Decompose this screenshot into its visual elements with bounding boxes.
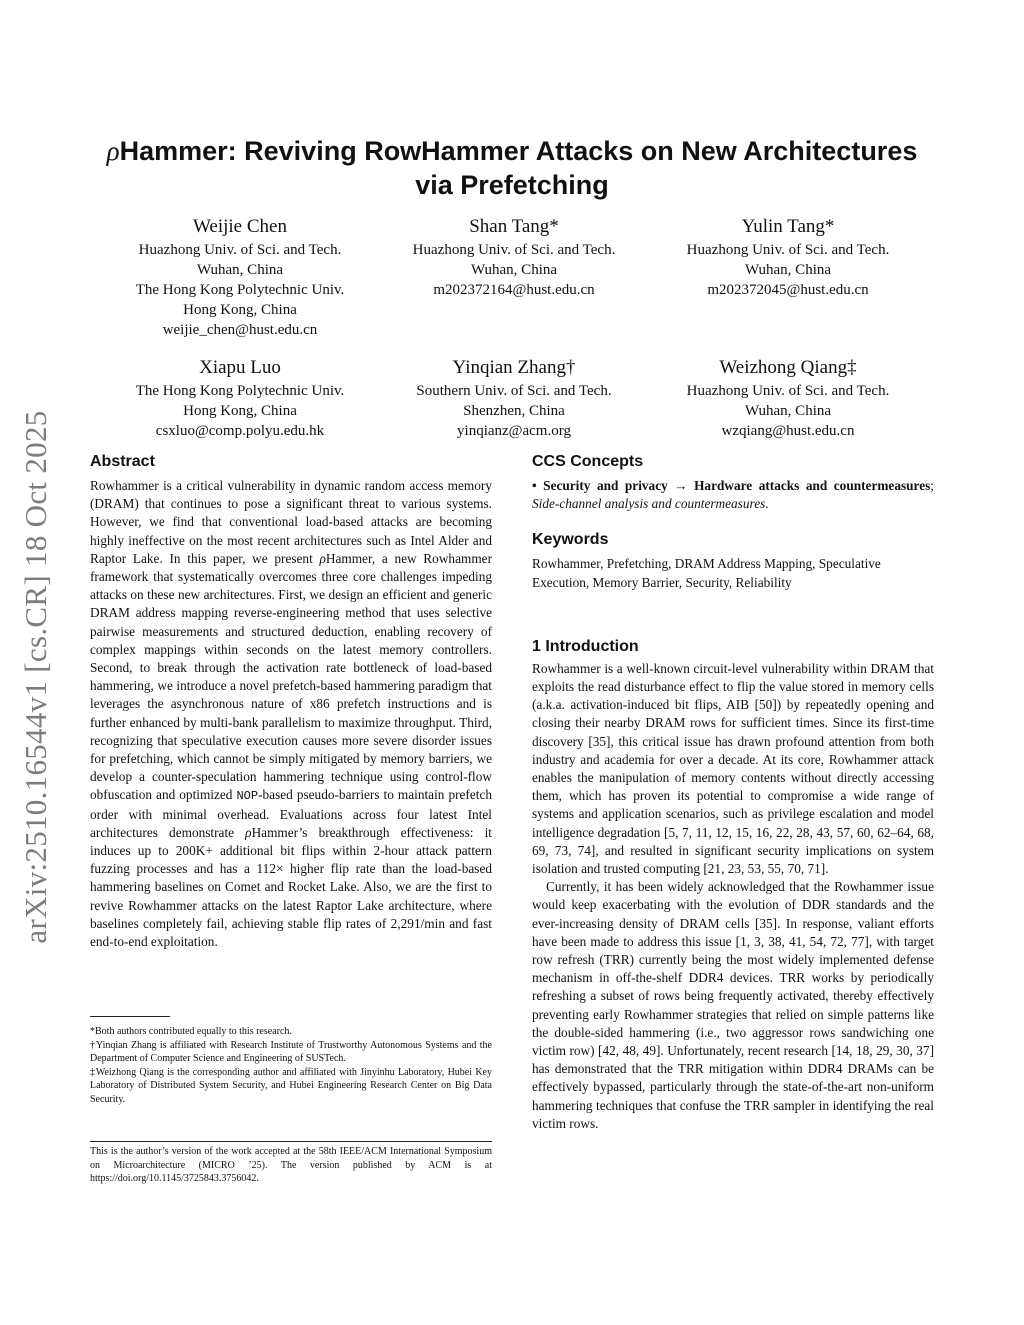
title-line-1 <box>80 134 944 168</box>
rho-symbol: ρ <box>245 824 252 840</box>
author-name: Xiapu Luo <box>199 357 281 378</box>
author-block <box>648 356 928 441</box>
right-column <box>532 451 934 1133</box>
author-location: Hong Kong, China <box>183 403 297 419</box>
author-affiliation: Huazhong Univ. of Sci. and Tech. <box>686 383 890 399</box>
rho-symbol: ρ <box>319 550 326 566</box>
author-email: m202372164@hust.edu.cn <box>433 282 595 298</box>
author-block <box>100 356 380 441</box>
author-affiliation: The Hong Kong Polytechnic Univ. <box>135 282 345 298</box>
footnote-2: †Yinqian Zhang is affiliated with Research Institute of Trustworthy Autonomous Systems and the Department of Computer Science and Engineering of SUSTech. <box>90 1039 492 1065</box>
author-affiliation: Huazhong Univ. of Sci. and Tech. <box>138 242 342 258</box>
author-name: Shan Tang* <box>469 216 559 237</box>
author-location: Wuhan, China <box>470 262 558 278</box>
author-name: Yulin Tang* <box>741 216 835 237</box>
title-rho: ρ <box>106 136 120 166</box>
ccs-text <box>532 477 934 513</box>
ccs-primary: • Security and privacy → Hardware attacks and countermeasures <box>532 478 931 493</box>
abstract-text <box>90 477 492 951</box>
author-block <box>100 215 380 340</box>
intro-paragraph-1: Rowhammer is a well-known circuit-level vulnerability within DRAM that exploits the read disturbance effect to flip the value stored in memory cells (a.k.a. activation-induced bit flips, AIB [50]) by repeatedly opening and closing their nearby DRAM rows for sufficient times. Since its first-time discovery [35], this critical issue has drawn profound attention from both industry and academia for over a decade. At its core, Rowhammer attack enables the manipulation of memory contents without directly accessing them, which has proven its potential to compromise a wide range of systems and application scenarios, such as privilege escalation and model intelligence degradation [5, 7, 11, 12, 15, 16, 22, 28, 43, 57, 60, 62–64, 68, 69, 73, 74], and resulted in significant security implications on system isolation and trusted computing [21, 23, 53, 55, 70, 71]. <box>532 660 934 877</box>
title-line-2: via Prefetching <box>415 170 609 200</box>
author-name: Weijie Chen <box>193 216 287 237</box>
author-location: Shenzhen, China <box>463 403 565 419</box>
author-email: csxluo@comp.polyu.edu.hk <box>155 423 325 439</box>
title-line-1-text: Hammer: Reviving RowHammer Attacks on New Architectures <box>119 136 918 166</box>
author-name: Yinqian Zhang† <box>452 357 576 378</box>
paper-title <box>80 134 944 202</box>
author-email: m202372045@hust.edu.cn <box>707 282 869 298</box>
footnote-3: ‡Weizhong Qiang is the corresponding author and affiliated with Jinyinhu Laboratory, Hubei Key Laboratory of Distributed System Security, and Hubei Engineering Research Center on Big Data Security. <box>90 1066 492 1105</box>
author-location: Hong Kong, China <box>183 302 297 318</box>
author-email: wzqiang@hust.edu.cn <box>721 423 855 439</box>
arxiv-identifier <box>14 372 58 982</box>
author-block <box>648 215 928 300</box>
ccs-heading: CCS Concepts <box>532 453 644 470</box>
abstract-section <box>90 451 492 951</box>
abstract-part-3: -based pseudo-barriers to maintain prefetch order with minimal overhead. Evaluations across four latest Intel architectures demonstrate <box>90 787 493 840</box>
footnotes <box>90 1016 492 1107</box>
intro-paragraph-2: Currently, it has been widely acknowledged that the Rowhammer issue would keep exacerbating with the evolution of DDR standards and the ever-increasing density of DRAM cells [35]. In response, valiant efforts have been made to address this issue [1, 3, 38, 41, 54, 72, 77], with target row refresh (TRR) currently being the most widely implemented defense mechanism in off-the-shelf DDR4 devices. TRR works by periodically refreshing a subset of rows being frequently activated, thereby effectively preventing early Rowhammer strategies that relied on simple patterns like the double-sided hammering (i.e., two aggressor rows sandwiching one victim row) [42, 48, 49]. Unfortunately, recent research [14, 18, 29, 30, 37] has demonstrated that the TRR mitigation within DDR4 DRAMs can be effectively bypassed, particularly through the state-of-the-art non-uniform hammering techniques that confuse the TRR sampler in identifying the real victim rows. <box>532 879 934 1131</box>
abstract-part-2: Hammer, a new Rowhammer framework that systematically overcomes three core challenges impeding attacks on these new architectures. First, we design an efficient and generic DRAM address mapping reverse-engineering method that uses selective pairwise measurements and structured deduction, enabling recovery of complex mappings within seconds on the latest memory controllers. Second, to break through the activation rate bottleneck of load-based hammering, we introduce a novel prefetch-based hammering paradigm that leverages the asynchronous nature of x86 prefetch instructions and is further enhanced by multi-bank parallelism to maximize throughput. Third, recognizing that speculative execution causes more severe disorder issues for prefetching, which cannot be simply mitigated by memory barriers, we develop a counter-speculation hammering technique using control-flow obfuscation and optimized <box>90 550 492 803</box>
author-name: Weizhong Qiang‡ <box>719 357 857 378</box>
ccs-end: . <box>765 496 769 512</box>
author-location: Wuhan, China <box>744 262 832 278</box>
footnote-1: *Both authors contributed equally to this research. <box>90 1026 292 1037</box>
author-location: Wuhan, China <box>744 403 832 419</box>
author-email: yinqianz@acm.org <box>457 423 571 439</box>
version-note-text: This is the author’s version of the work accepted at the 58th IEEE/ACM International Symposium on Microarchitecture (MICRO ’25). The version published by ACM is at https://doi.org/10.1145/3725843.3756042. <box>90 1146 492 1185</box>
arxiv-id-text: arXiv:2510.16544v1 [cs.CR] 18 Oct 2025 <box>18 410 53 944</box>
footnote-rule <box>90 1016 170 1017</box>
abstract-heading: Abstract <box>90 453 155 470</box>
version-note <box>90 1141 492 1186</box>
author-affiliation: The Hong Kong Polytechnic Univ. <box>135 383 345 399</box>
keywords-text: Rowhammer, Prefetching, DRAM Address Mapping, Speculative Execution, Memory Barrier, Security, Reliability <box>532 556 881 590</box>
author-email: weijie_chen@hust.edu.cn <box>162 322 318 338</box>
ccs-separator: ; <box>930 478 934 493</box>
author-affiliation: Huazhong Univ. of Sci. and Tech. <box>412 242 616 258</box>
author-affiliation: Southern Univ. of Sci. and Tech. <box>416 383 612 399</box>
ccs-secondary: Side-channel analysis and countermeasures <box>532 496 766 512</box>
abstract-part-1: Rowhammer is a critical vulnerability in dynamic random access memory (DRAM) that continues to pose a significant threat to various systems. However, we find that conventional load-based attacks are becoming highly ineffective on the most recent architectures such as Intel Alder and Raptor Lake. In this paper, we present <box>90 478 492 566</box>
abstract-part-4: Hammer’s breakthrough effectiveness: it induces up to 200K+ additional bit flips within 2-hour attack pattern fuzzing processes and has a 112× higher flip rate than the load-based hammering baselines on Comet and Rocket Lake. Also, we are the first to revive Rowhammer attacks on the latest Raptor Lake architecture, where baselines completely fail, achieving stable flip rates of 2,291/min and fast end-to-end exploitation. <box>90 824 492 950</box>
author-location: Wuhan, China <box>196 262 284 278</box>
author-block <box>374 356 654 441</box>
intro-heading: 1 Introduction <box>532 637 639 655</box>
nop-code: NOP <box>236 789 259 804</box>
author-affiliation: Huazhong Univ. of Sci. and Tech. <box>686 242 890 258</box>
author-block <box>374 215 654 300</box>
keywords-heading: Keywords <box>532 531 609 549</box>
